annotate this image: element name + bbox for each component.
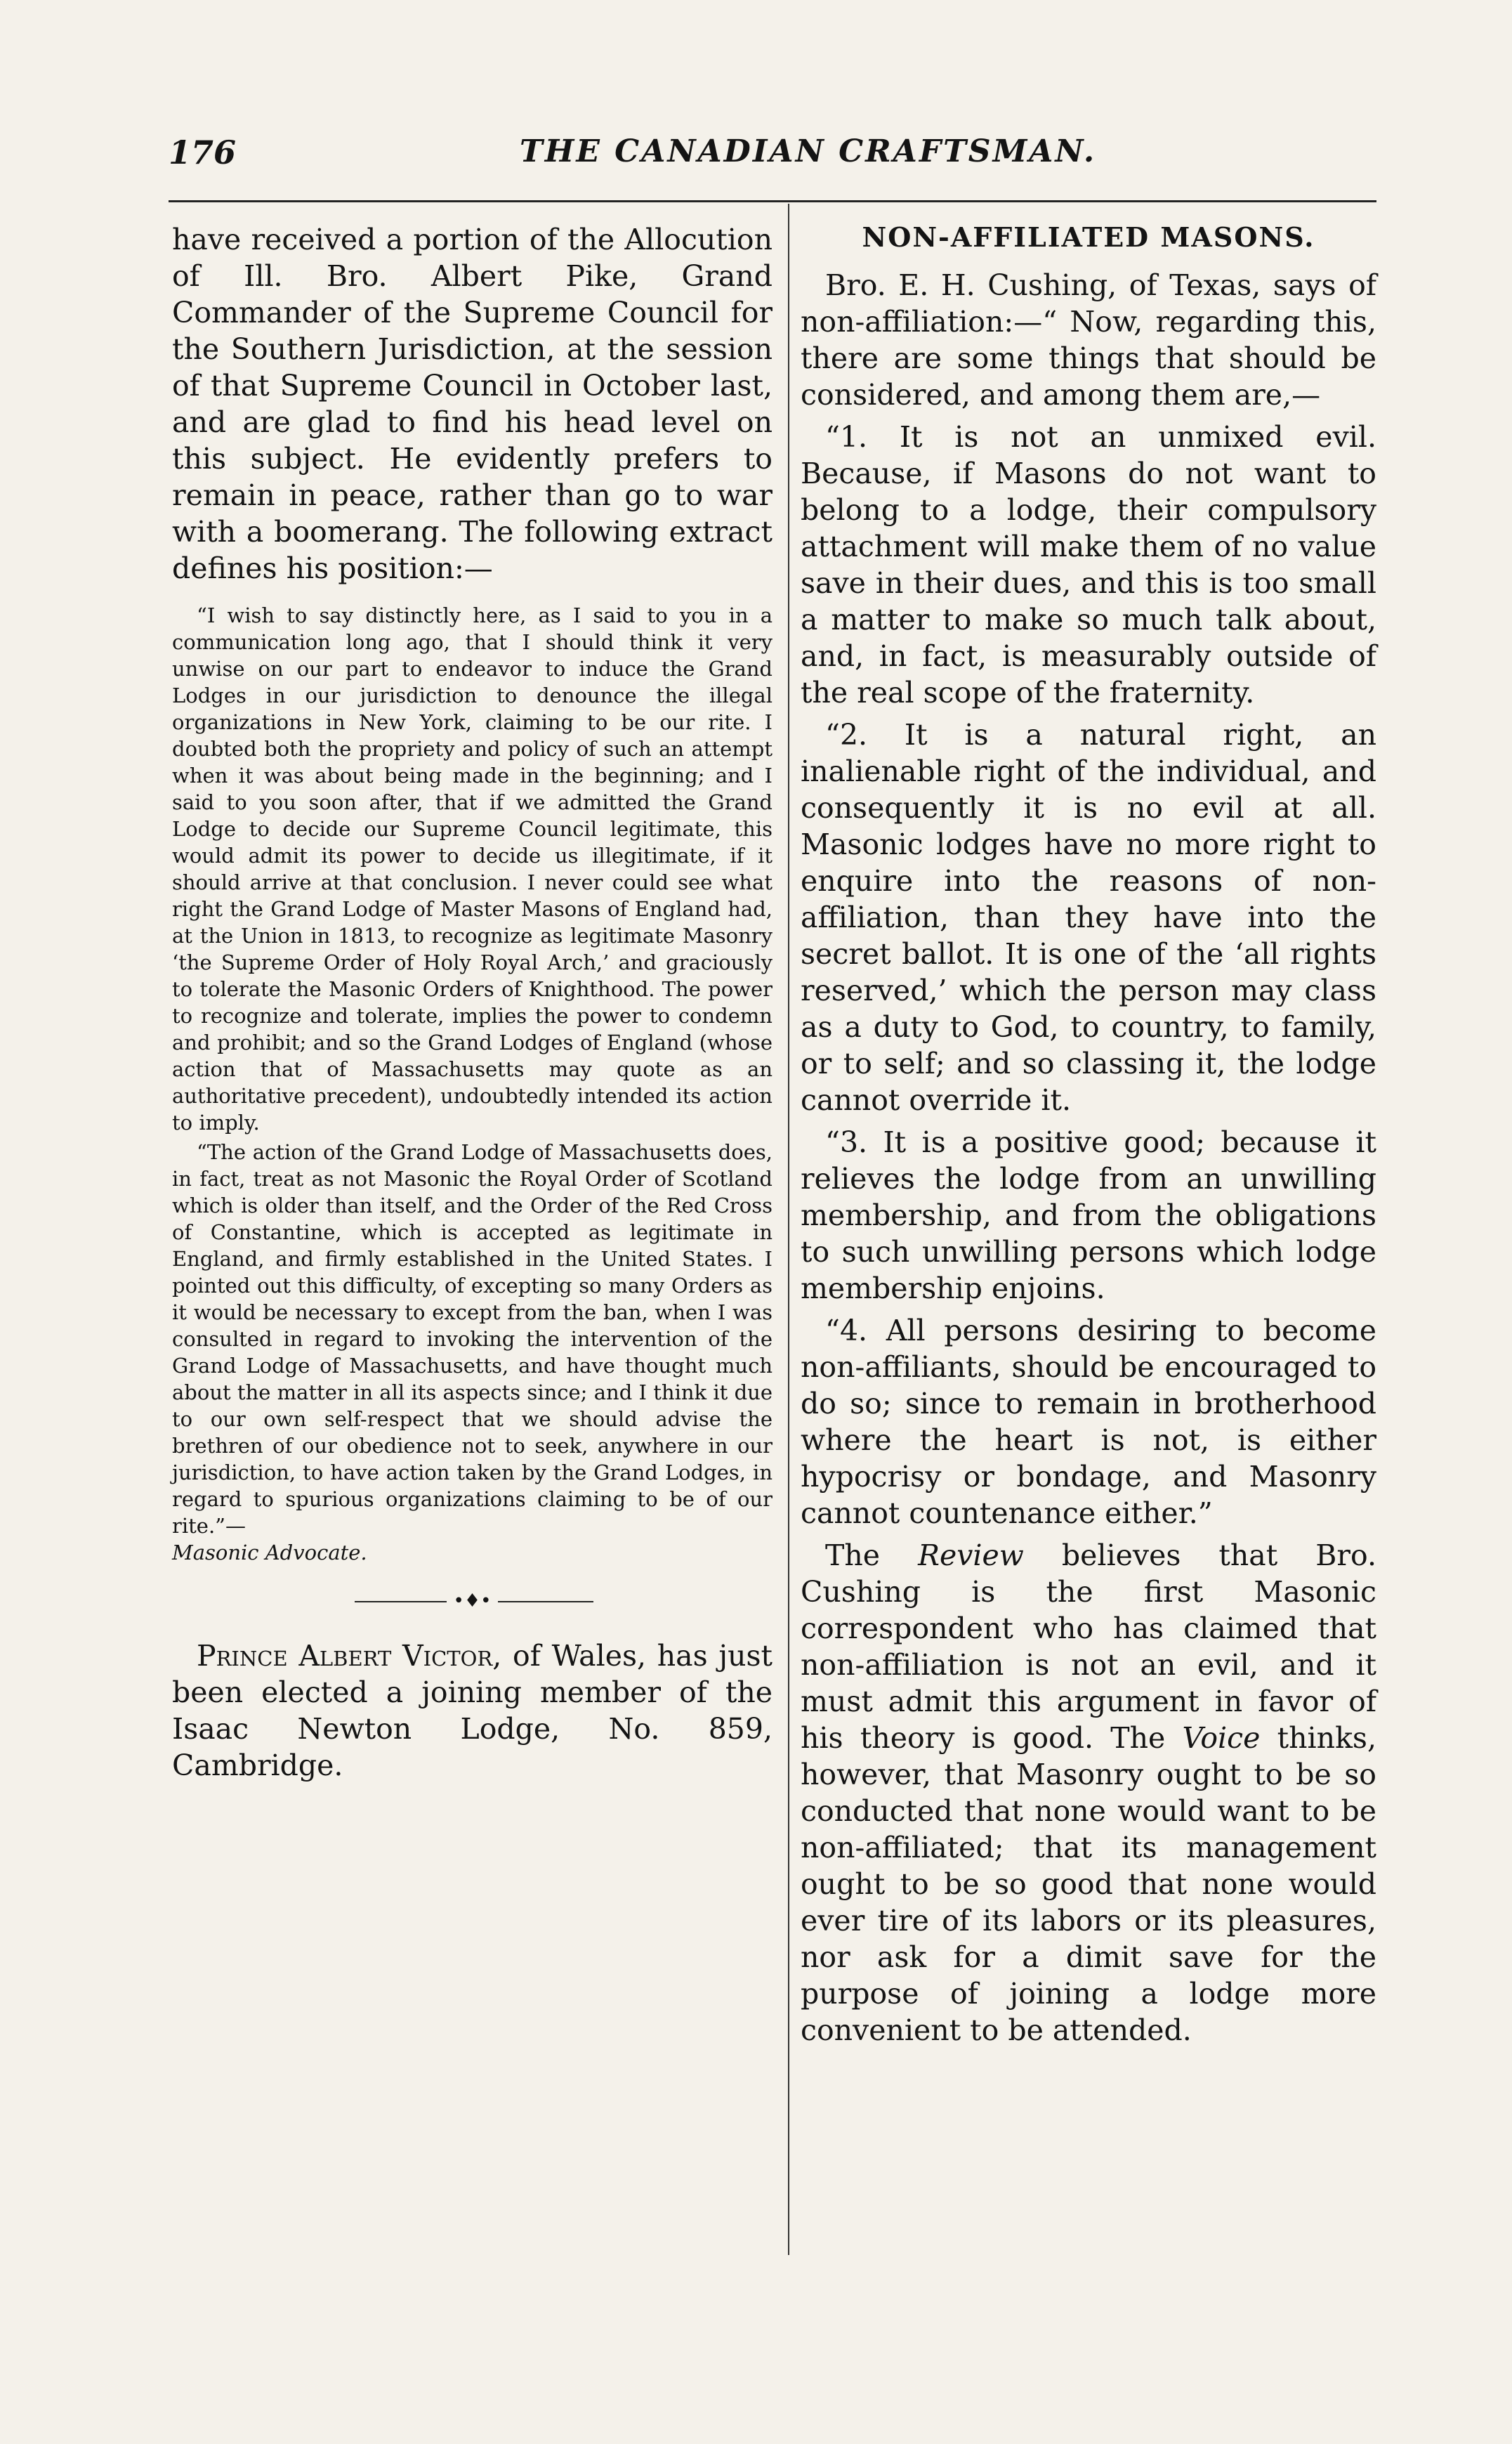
right-column — [801, 221, 1376, 2048]
ornament-mark: •♦• — [447, 1593, 499, 1609]
quote-paragraph-2 — [172, 1139, 773, 1566]
news-paragraph — [172, 1638, 773, 1784]
left-column — [172, 221, 773, 1784]
section-heading: NON-AFFILIATED MASONS. — [862, 221, 1315, 253]
p5-text-a: The — [825, 1538, 919, 1572]
header-rule — [169, 200, 1376, 202]
page-number: 176 — [169, 133, 237, 171]
p5-text-b: believes that Bro. Cushing is the first Masonic correspondent who has claimed that non-affiliation is not an evil, and it must admit this argument in favor of his theory is good. The — [801, 1538, 1376, 1755]
news-name: Prince Albert Victor, — [197, 1639, 502, 1673]
article-paragraph-5 — [801, 1537, 1376, 2048]
quote-attribution: Masonic Advocate. — [172, 1541, 367, 1564]
intro-paragraph: have received a portion of the Allocution of Ill. Bro. Albert Pike, Grand Commander of the Supreme Council for the Southern Jurisdiction, at the session of that Supreme Council in October last, and are glad to find his head level on this subject. He evidently prefers to remain in peace, rather than go to war with a boomerang. The following extract defines his position:— — [172, 223, 773, 585]
article-paragraph-4: “4. All persons desiring to become non-affiliants, should be encouraged to do so; since to remain in brotherhood where the heart is not, is either hypocrisy or bondage, and Masonry cannot countenance either.” — [801, 1314, 1376, 1530]
article-paragraph-1: “1. It is not an unmixed evil. Because, if Masons do not want to belong to a lodge, their compulsory attachment will make them of no value save in their dues, and this is too small a matter to make so much talk about, and, in fact, is measurably outside of the real scope of the fraternity. — [801, 420, 1376, 710]
news-text: of Wales, has just been elected a joining member of the Isaac Newton Lodge, No. 859, Cambridge. — [172, 1639, 773, 1782]
column-divider — [788, 204, 789, 2255]
p5-text-c: thinks, however, that Masonry ought to be so conducted that none would want to be non-affiliated; that its management ought to be so good that none would ever tire of its labors or its pleasures, nor ask for a dimit save for the purpose of joining a lodge more convenient to be attended. — [801, 1721, 1376, 2047]
review-title: Review — [918, 1538, 1024, 1572]
running-title: THE CANADIAN CRAFTSMAN. — [520, 133, 1097, 169]
quote-text-2: “The action of the Grand Lodge of Massachusetts does, in fact, treat as not Masonic the Royal Order of Scotland which is older than itself, and the Order of the Red Cross of Constantine, which is accepted as legitimate in England, and firmly established in the United States. I pointed out this difficulty, of excepting so many Orders as it would be necessary to except from the ban, when I was consulted in regard to invoking the intervention of the Grand Lodge of Massachusetts, and have thought much about the matter in all its aspects since; and I think it due to our own self-respect that we should advise the brethren of our obedience not to seek, anywhere in our jurisdiction, to have action taken by the Grand Lodges, in regard to spurious organizations claiming to be of our rite.”— — [172, 1140, 773, 1538]
article-paragraph-0: Bro. E. H. Cushing, of Texas, says of non-affiliation:—“ Now, regarding this, there are some things that should be considered, and among them are,— — [801, 268, 1376, 412]
page-header — [169, 133, 1362, 183]
article-paragraph-2: “2. It is a natural right, an inalienable right of the individual, and consequently it is no evil at all. Masonic lodges have no more right to enquire into the reasons of non-affiliation, than they have into the secret ballot. It is one of the ‘all rights reserved,’ which the person may class as a duty to God, to country, to family, or to self; and so classing it, the lodge cannot override it. — [801, 718, 1376, 1117]
article-paragraph-3: “3. It is a positive good; because it relieves the lodge from an unwilling membership, and from the obligations to such unwilling persons which lodge membership enjoins. — [801, 1125, 1376, 1305]
voice-title: Voice — [1182, 1721, 1261, 1755]
section-ornament — [172, 1590, 773, 1612]
quote-paragraph-1: “I wish to say distinctly here, as I said to you in a communication long ago, that I should think it very unwise on our part to endeavor to induce the Grand Lodges in our jurisdiction to denounce the illegal organizations in New York, claiming to be our rite. I doubted both the propriety and policy of such an attempt when it was about being made in the beginning; and I said to you soon after, that if we admitted the Grand Lodge to decide our Supreme Council legitimate, this would admit its power to decide us illegitimate, if it should arrive at that conclusion. I never could see what right the Grand Lodge of Master Masons of England had, at the Union in 1813, to recognize as legitimate Masonry ‘the Supreme Order of Holy Royal Arch,’ and graciously to tolerate the Masonic Orders of Knighthood. The power to recognize and tolerate, implies the power to condemn and prohibit; and so the Grand Lodges of England (whose action that of Massachusetts may quote as an authoritative precedent), undoubtedly intended its action to imply. — [172, 603, 773, 1135]
